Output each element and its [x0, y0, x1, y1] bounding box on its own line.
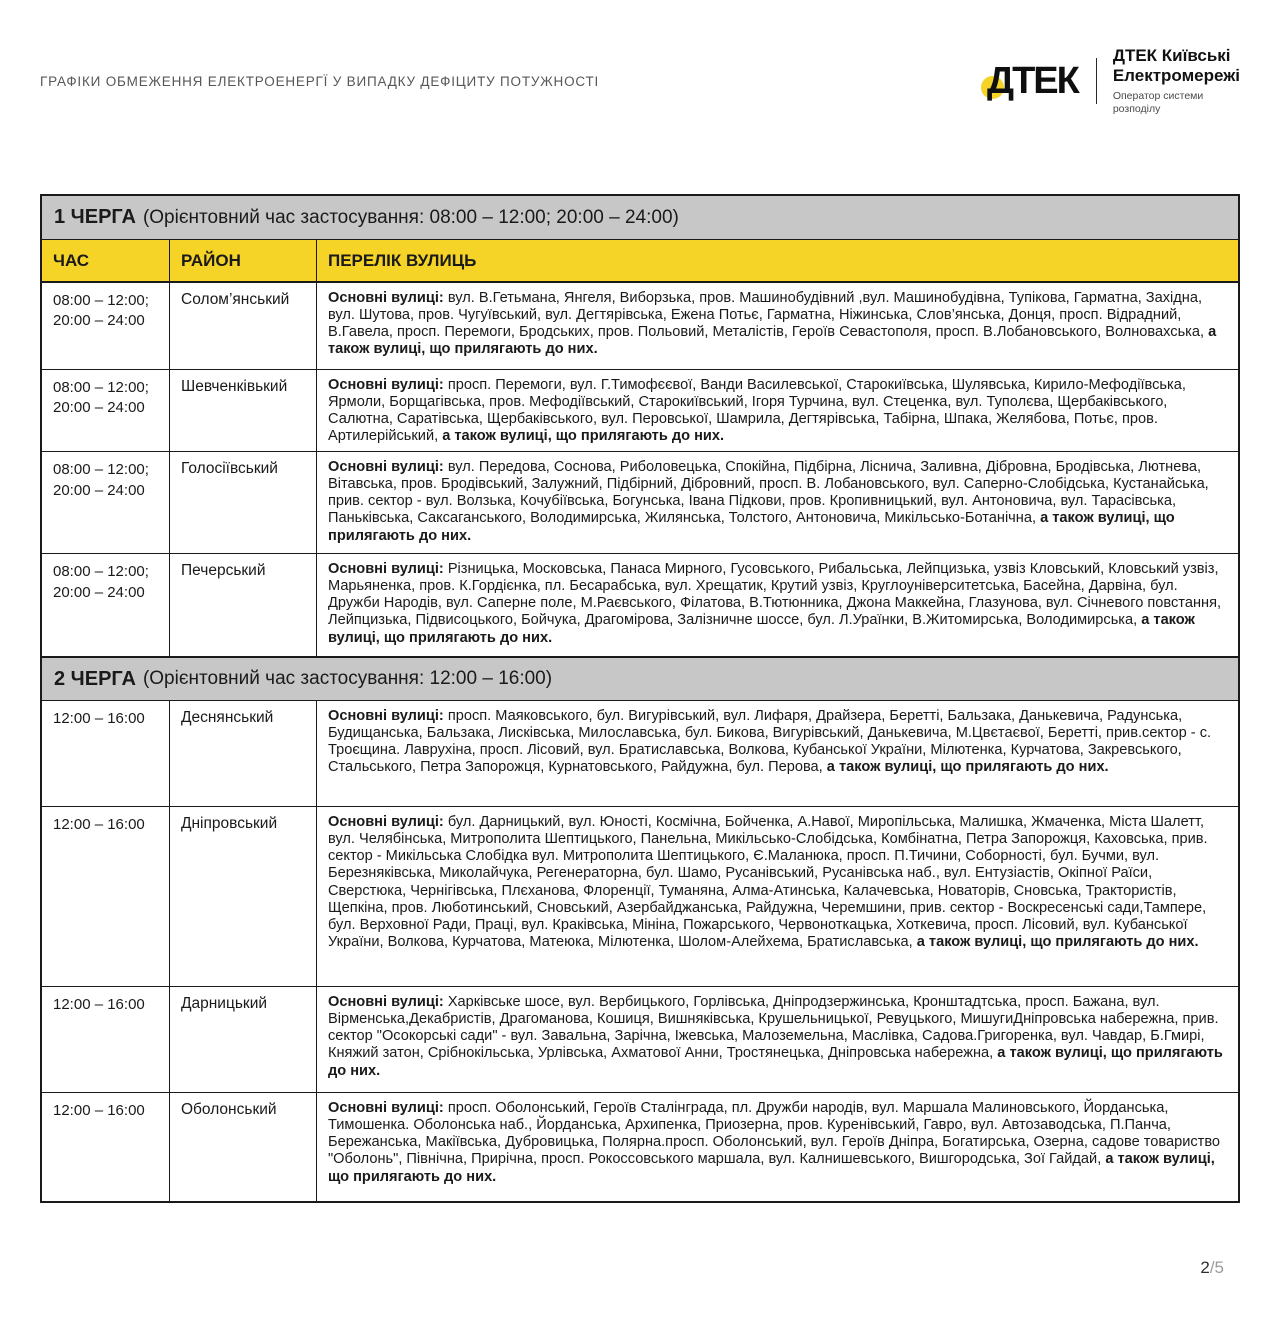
- streets-suffix: а також вулиці, що прилягають до них.: [328, 324, 1217, 358]
- time-cell: 08:00 – 12:00; 20:00 – 24:00: [42, 554, 170, 656]
- brand-name: [1113, 46, 1240, 86]
- queue-2-band: [42, 657, 1238, 701]
- time-cell: 08:00 – 12:00; 20:00 – 24:00: [42, 370, 170, 451]
- doc-title: ГРАФІКИ ОБМЕЖЕННЯ ЕЛЕКТРОЕНЕРГЇ У ВИПАДКУ ДЕФІЦИТУ ПОТУЖНОСТІ: [40, 73, 600, 89]
- streets-suffix: а також вулиці, що прилягають до них.: [442, 428, 725, 445]
- streets-cell: [317, 701, 1238, 806]
- streets-cell: [317, 452, 1238, 553]
- district-cell: Дарницький: [170, 987, 317, 1092]
- queue-2-label: 2 ЧЕРГА: [54, 667, 136, 690]
- table-row: [42, 370, 1238, 452]
- streets-suffix: а також вулиці, що прилягають до них.: [916, 933, 1199, 950]
- column-header-district: РАЙОН: [170, 240, 317, 281]
- brand-text-block: [1113, 46, 1240, 116]
- district-cell: Солом’янський: [170, 283, 317, 369]
- table-row: [42, 554, 1238, 657]
- district-cell: Печерський: [170, 554, 317, 656]
- streets-label: Основні вулиці:: [328, 814, 444, 831]
- dtek-logo-mark: [981, 59, 1078, 103]
- time-cell: 08:00 – 12:00; 20:00 – 24:00: [42, 283, 170, 369]
- streets-label: Основні вулиці:: [328, 290, 444, 306]
- streets-cell: [317, 987, 1238, 1092]
- table-row: [42, 283, 1238, 370]
- brand-name-line2: Електромережі: [1112, 65, 1240, 85]
- page-number-total: /5: [1209, 1258, 1224, 1277]
- table-row: [42, 987, 1238, 1093]
- brand-sub-line2: розподілу: [1112, 103, 1161, 116]
- table-row: [42, 452, 1238, 554]
- streets-label: Основні вулиці:: [328, 377, 444, 393]
- streets-suffix: а також вулиці, що прилягають до них.: [826, 759, 1109, 776]
- queue-1-label: 1 ЧЕРГА: [54, 206, 136, 228]
- time-cell: 12:00 – 16:00: [42, 701, 170, 806]
- district-cell: Деснянський: [170, 701, 317, 806]
- streets-list: бул. Дарницький, вул. Юності, Космічна, Бойченка, А.Навої, Миропільська, Малишка, Жмаченка, Міста Шалетт, вул. Челябінська, Митрополита Шептицького, Панельна, Микільсько-Слобідська, Комбінатна, Петра Запорожця, Каховська, прив. сектор - Микільська Слобідка вул. Митрополита Шептицького, Є.Маланюка, просп. П.Тичини, Соборності, бул. Бучми, вул. Березняківська, Миколайчука, Регенераторна, бул. Шамо, Русанівський, Русанівська наб., вул. Ентузіастів, Окіпної Раїси, Сверстюка, Чернігівська, Плєханова, Флоренції, Туманяна, Алма-Атинська, Калачевська, Новаторів, Сновська, Трактористів, Щепкіна, пров. Люботинський, Сновський, Азербайджанська, Райдужна, Черемшини, прив. сектор - Воскресенські сади,Тампере, бул. Верховної Ради, Праці, вул. Краківська, Мініна, Пожарського, Червоноткацька, Хоткевича, просп. Лісовий, вул. Кубанської України, Волкова, Курчатова, Матеюка, Мілютенка, Шолом-Алейхема, Братиславська,: [328, 814, 1208, 950]
- streets-label: Основні вулиці:: [328, 1100, 444, 1117]
- streets-cell: [317, 554, 1238, 656]
- queue-2-note: (Орієнтовний час застосування: 12:00 – 16:00): [142, 668, 553, 690]
- streets-list: просп. Маяковського, бул. Вигурівський, вул. Лифаря, Драйзера, Беретті, Бальзака, Данькевича, Радунська, Будищанська, Бальзака, Лисківська, Милославська, бул. Бикова, Вигурівський, Данькевича, М.Цвєтаєвої, Беретті, прив.сектор - с. Троєщина. Лаврухіна, просп. Лісовий, вул. Братиславська, Волкова, Кубанської України, Мілютенка, Курчатова, Закревського, Стальського, Петра Запорожця, Курнатовського, Райдужна, бул. Перова,: [328, 708, 1212, 776]
- queue-1-note: (Орієнтовний час застосування: 08:00 – 12:00; 20:00 – 24:00): [142, 206, 679, 228]
- table-row: [42, 701, 1238, 807]
- time-cell: 12:00 – 16:00: [42, 1093, 170, 1201]
- streets-suffix: а також вулиці, що прилягають до них.: [328, 612, 1195, 646]
- time-cell: 08:00 – 12:00; 20:00 – 24:00: [42, 452, 170, 553]
- time-cell: 12:00 – 16:00: [42, 987, 170, 1092]
- streets-label: Основні вулиці:: [328, 459, 444, 476]
- streets-cell: [317, 1093, 1238, 1201]
- streets-suffix: а також вулиці, що прилягають до них.: [328, 1151, 1215, 1185]
- streets-label: Основні вулиці:: [328, 561, 444, 578]
- brand-sub-line1: Оператор системи: [1112, 89, 1204, 102]
- district-cell: Дніпровський: [170, 807, 317, 986]
- streets-list: просп. Оболонський, Героїв Сталінграда, пл. Дружби народів, вул. Маршала Малиновського, Йорданська, Тимошенка. Оболонська наб., Йорданська, Архипенка, Приозерна, пров. Куренівський, Гавро, вул. Автозаводська, П.Панча, Бережанська, Макіївська, Дубровицька, Полярна.просп. Оболонський, вул. Героїв Дніпра, Богатирська, Озерна, садове товариство "Оболонь", Північна, Прирічна, просп. Рокоссовського маршала, вул. Калнишевського, Вишгородська, Зої Гайдай,: [328, 1100, 1221, 1168]
- table-row: [42, 807, 1238, 987]
- page-number-current: 2: [1200, 1258, 1210, 1277]
- streets-list: вул. В.Гетьмана, Янгеля, Виборзька, пров. Машинобудівний ,вул. Машинобудівна, Тупікова, Гарматна, Західна, вул. Шутова, пров. Чугуївський, вул. Дегтярівська, Ежена Потьє, Гарматна, Ніжинська, Слов’янська, Донця, просп. Відрадний, В.Гавела, просп. Перемоги, Бродських, пров. Польовий, Металістів, Героїв Севастополя, просп. В.Лобановського, Волновахська,: [328, 290, 1209, 341]
- column-header-time: ЧАС: [42, 240, 170, 281]
- streets-list: просп. Перемоги, вул. Г.Тимофєєвої, Ванди Василевської, Старокиївська, Шулявська, Кирило-Мефодіївська, Ярмоли, Борщагівська, пров. Мефодіївський, Старокиївський, Ігоря Турчина, вул. Стеценка, вул. Туполєва, Щербаківського, Салютна, Саратівська, Щербаківського, вул. Перовської, Шамрила, Дегтярівська, Табірна, Шпака, Желябова, Потьє, пров. Артилерійський,: [328, 377, 1186, 445]
- streets-suffix: а також вулиці, що прилягають до них.: [328, 510, 1175, 544]
- streets-list: Різницька, Московська, Панаса Мирного, Гусовського, Рибальська, Лейпцизька, узвіз Кловський, Кловський узвіз, Марьяненка, пров. К.Гордієнка, пл. Бесарабська, вул. Хрещатик, Крутий узвіз, Круглоуніверситетська, Басейна, Дарвіна, бул. Дружби Народів, вул. Саперне поле, М.Раєвського, Філатова, В.Тютюнника, Джона Маккейна, Глазунова, вул. Січневого повстання, Лейпцизька, Підвисоцького, Бойчука, Драгомірова, Залізничне шоссе, бул. Л.Ураїнки, В.Житомирська, Володимирська,: [328, 561, 1222, 629]
- dtek-logo: [981, 46, 1240, 116]
- document-header: [40, 42, 1240, 120]
- streets-label: Основні вулиці:: [328, 708, 444, 725]
- streets-label: Основні вулиці:: [328, 994, 444, 1011]
- time-cell: 12:00 – 16:00: [42, 807, 170, 986]
- streets-list: вул. Передова, Соснова, Риболовецька, Спокійна, Підбірна, Ліснича, Заливна, Дібровна, Бродівська, Лютнева, Вітавська, пров. Бродівський, Залужний, Підбірний, Дібровний, просп. В. Лобановського, вул. Саперно-Слобідська, Кустанайська, прив. сектор - вул. Волзька, Кочубіївська, Богунська, Івана Підкови, пров. Кропивницький, вул. Антоновича, вул. Тарасівська, Паньківська, Саксаганського, Володимирська, Жилянська, Толстого, Антоновича, Микільсько-Ботанічна,: [328, 459, 1209, 527]
- queue-1-band: [42, 196, 1238, 240]
- page-number: [1200, 1258, 1224, 1278]
- outage-schedule-table: [40, 194, 1240, 1203]
- streets-list: Харківське шосе, вул. Вербицького, Горлівська, Дніпродзержинська, Кронштадтська, просп. Бажана, вул. Вірменська,Декабристів, Драгоманова, Кошиця, Вишняківська, Крушельницької, Ревуцького, МишугиДніпровська набережна, прив. сектор "Осокорські сади" - вул. Завальна, Зарічна, Іжевська, Малоземельна, Маслівка, Садова.Григоренка, вул. Чавдар, Б.Гмирі, Княжий затон, Срібнокільська, Урлівська, Ахматової Анни, Тростянецька, Дніпровська набережна,: [328, 994, 1219, 1062]
- streets-suffix: а також вулиці, що прилягають до них.: [328, 1045, 1223, 1079]
- streets-cell: [317, 807, 1238, 986]
- streets-cell: [317, 283, 1238, 369]
- column-header-streets: ПЕРЕЛІК ВУЛИЦЬ: [328, 251, 477, 270]
- brand-subtitle: [1113, 90, 1240, 116]
- table-row: [42, 1093, 1238, 1201]
- streets-cell: [317, 370, 1238, 451]
- district-cell: Оболонський: [170, 1093, 317, 1201]
- logo-divider: [1096, 58, 1097, 104]
- logo-wordmark: ДТЕК: [987, 60, 1078, 102]
- column-header-row: [42, 240, 1238, 283]
- brand-name-line1: ДТЕК Київські: [1112, 45, 1231, 65]
- district-cell: Шевченківький: [170, 370, 317, 451]
- district-cell: Голосіївський: [170, 452, 317, 553]
